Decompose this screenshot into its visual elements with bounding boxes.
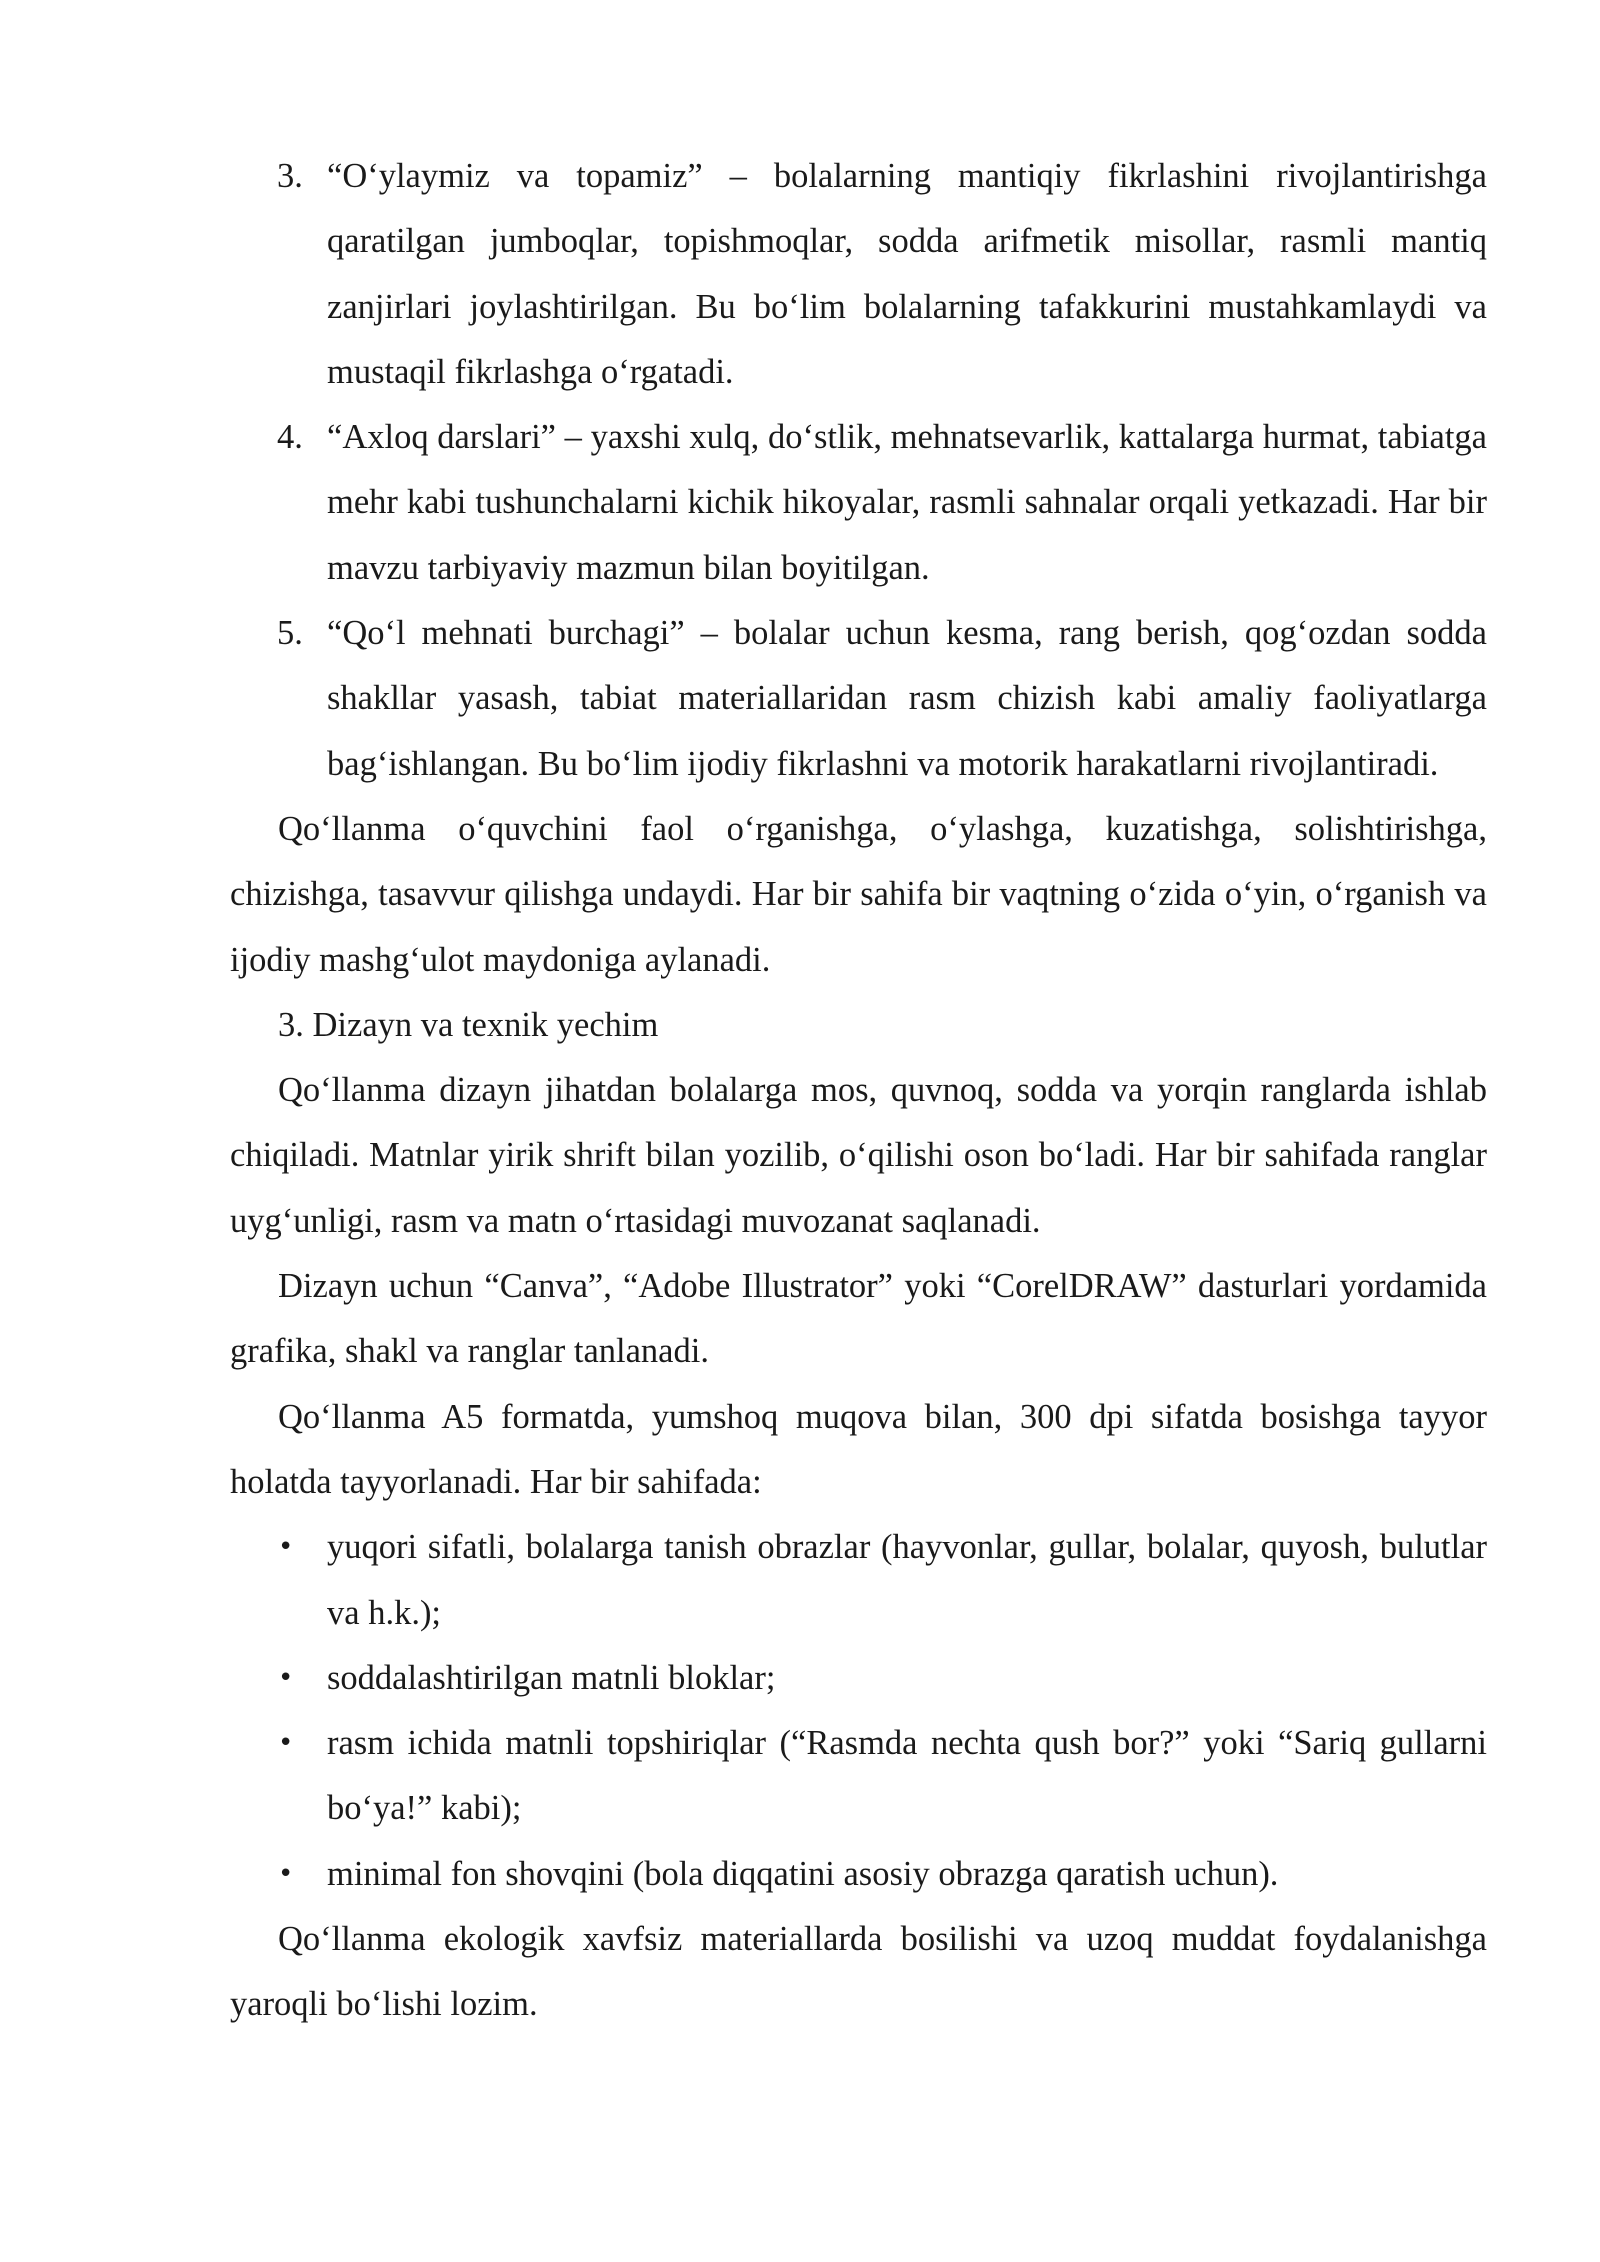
bullet-icon: • [278, 1858, 294, 1889]
list-item-text: soddalashtirilgan matnli bloklar; [327, 1658, 776, 1697]
list-item-number: 3. [277, 157, 303, 195]
list-item-number: 5. [277, 614, 303, 653]
body-paragraph: Dizayn uchun “Canva”, “Adobe Illustrator” yoki “CorelDRAW” dasturlari yordamida grafika, shakl va ranglar tanlanadi. [230, 1267, 1487, 1371]
list-item [230, 1646, 1487, 1711]
list-item [230, 1711, 1487, 1842]
bullet-icon: • [278, 1532, 294, 1563]
body-paragraph: Qo‘llanma dizayn jihatdan bolalarga mos, quvnoq, sodda va yorqin ranglarda ishlab chiqiladi. Matnlar yirik shrift bilan yozilib, o‘qilishi oson bo‘ladi. Har bir sahifada ranglar uyg‘unligi, rasm va matn o‘rtasidagi muvozanat saqlanadi. [230, 1071, 1487, 1240]
list-item-text: yuqori sifatli, bolalarga tanish obrazlar (hayvonlar, gullar, bolalar, quyosh, bulutlar va h.k.); [327, 1528, 1487, 1632]
bullet-list [230, 1515, 1487, 1907]
body-paragraph: Qo‘llanma ekologik xavfsiz materiallarda bosilishi va uzoq muddat foydalanishga yaroqli bo‘lishi lozim. [230, 1920, 1487, 2024]
numbered-list [230, 144, 1487, 797]
section-heading: 3. Dizayn va texnik yechim [278, 1005, 659, 1044]
list-item-text: “O‘ylaymiz va topamiz” – bolalarning mantiqiy fikrlashini rivojlantirishga qaratilgan jumboqlar, topishmoqlar, sodda arifmetik misollar, rasmli mantiq zanjirlari joylashtirilgan. Bu bo‘lim bolalarning tafakkurini mustahkamlaydi va mustaqil fikrlashga o‘rgatadi. [327, 157, 1487, 391]
list-item [230, 601, 1487, 797]
list-item-text: rasm ichida matnli topshiriqlar (“Rasmda nechta qush bor?” yoki “Sariq gullarni bo‘ya!” kabi); [327, 1724, 1487, 1828]
list-item [230, 1515, 1487, 1646]
body-paragraph: Qo‘llanma o‘quvchini faol o‘rganishga, o‘ylashga, kuzatishga, solishtirishga, chizishga, tasavvur qilishga undaydi. Har bir sahifa bir vaqtning o‘zida o‘yin, o‘rganish va ijodiy mashg‘ulot maydoniga aylanadi. [230, 809, 1487, 979]
list-item-text: “Axloq darslari” – yaxshi xulq, do‘stlik, mehnatsevarlik, kattalarga hurmat, tabiatga mehr kabi tushunchalarni kichik hikoyalar, rasmli sahnalar orqali yetkazadi. Har bir mavzu tarbiyaviy mazmun bilan boyitilgan. [327, 418, 1487, 587]
page-content [230, 144, 1487, 2038]
bullet-icon: • [278, 1662, 294, 1693]
list-item-text: “Qo‘l mehnati burchagi” – bolalar uchun kesma, rang berish, qog‘ozdan sodda shakllar yasash, tabiat materiallaridan rasm chizish kabi amaliy faoliyatlarga bag‘ishlangan. Bu bo‘lim ijodiy fikrlashni va motorik harakatlarni rivojlantiradi. [327, 614, 1487, 783]
list-item-number: 4. [277, 418, 303, 457]
list-item [230, 144, 1487, 405]
bullet-icon: • [278, 1728, 294, 1759]
body-paragraph: Qo‘llanma A5 formatda, yumshoq muqova bilan, 300 dpi sifatda bosishga tayyor holatda tayyorlanadi. Har bir sahifada: [230, 1397, 1487, 1501]
list-item [230, 405, 1487, 601]
list-item [230, 1842, 1487, 1907]
list-item-text: minimal fon shovqini (bola diqqatini asosiy obrazga qaratish uchun). [327, 1854, 1279, 1893]
